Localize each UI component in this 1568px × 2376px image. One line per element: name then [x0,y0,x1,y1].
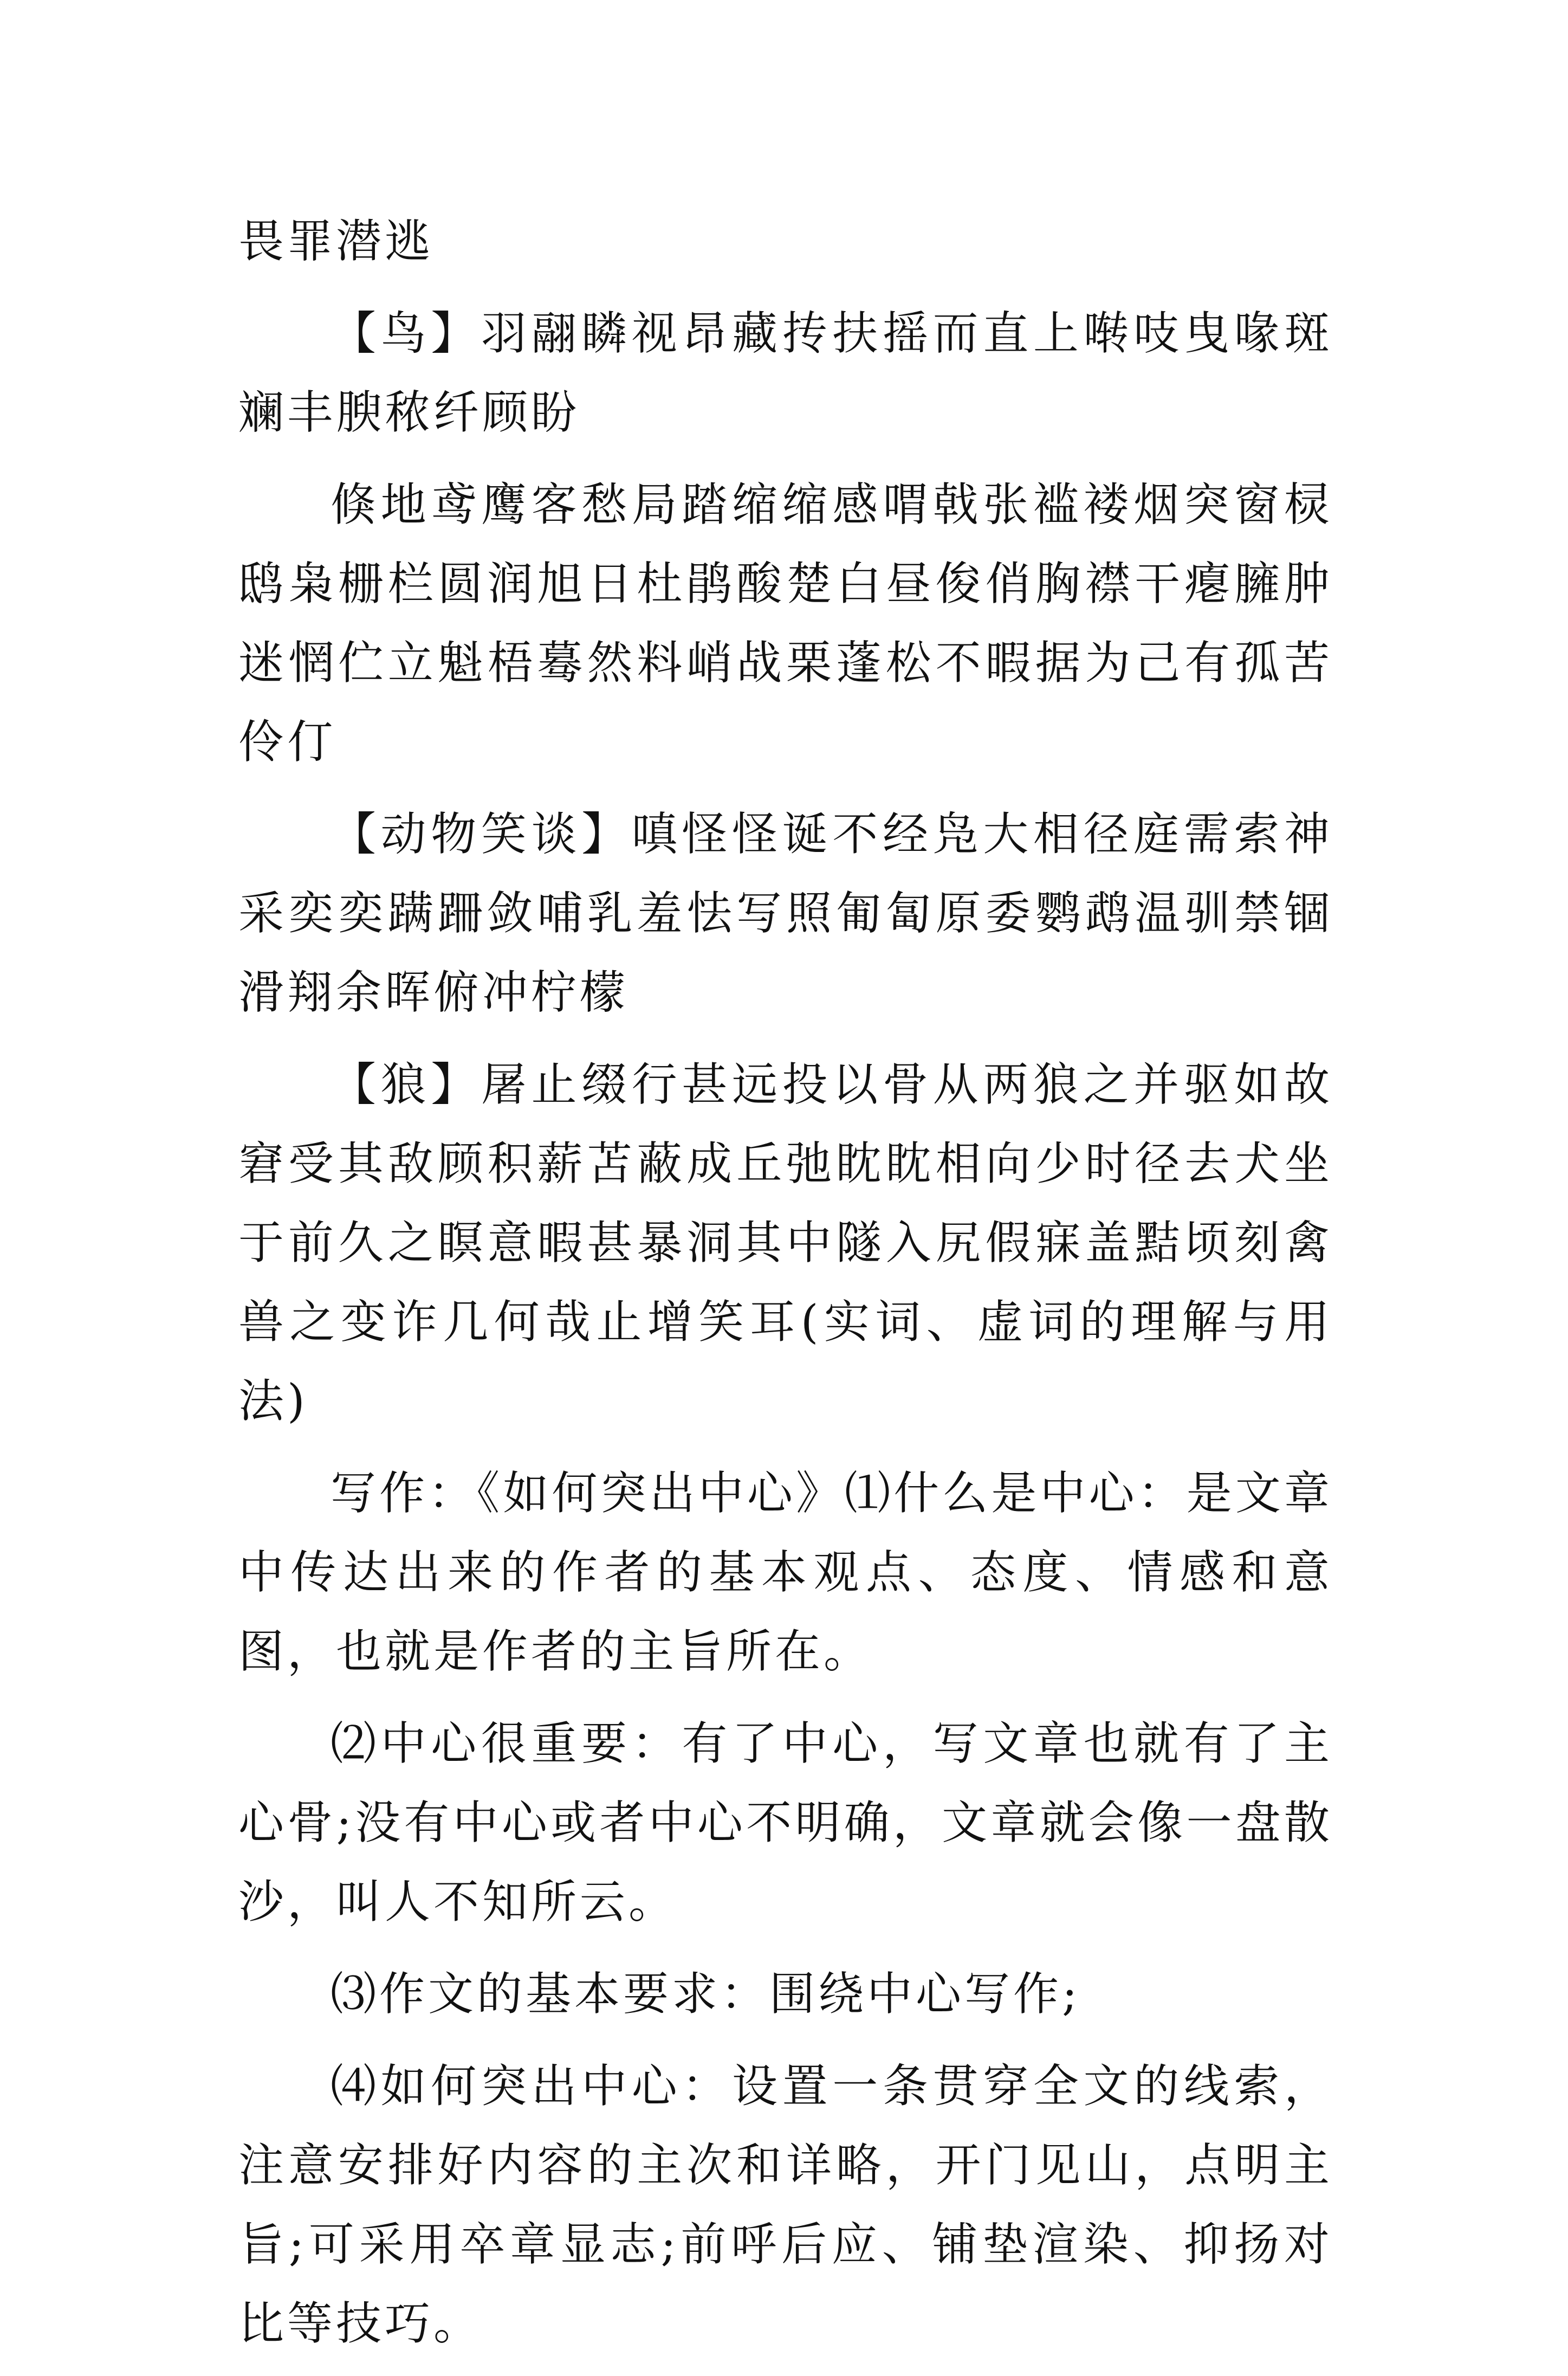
paragraph-writing-4: ⑷如何突出中心：设置一条贯穿全文的线索，注意安排好内容的主次和详略，开门见山，点明主旨;可采用卒章显志;前呼后应、铺垫渲染、抑扬对比等技巧。 [238,2059,1333,2350]
document-body [238,202,1333,2376]
paragraph-writing-2: ⑵中心很重要：有了中心，写文章也就有了主心骨;没有中心或者中心不明确，文章就会像一盘散沙，叫人不知所云。 [238,1717,1333,1928]
paragraph-animal-talk: 【动物笑谈】嗔怪怪诞不经凫大相径庭需索神采奕奕蹒跚敛哺乳羞怯写照匍匐原委鹦鹉温驯禁锢滑翔余晖俯冲柠檬 [238,808,1333,1019]
paragraph-writing-3: ⑶作文的基本要求：围绕中心写作; [331,1967,1081,2020]
paragraph-writing-1: 写作：《如何突出中心》⑴什么是中心：是文章中传达出来的作者的基本观点、态度、情感和意图，也就是作者的主旨所在。 [238,1467,1333,1678]
paragraph-1: 畏罪潜逃 [238,215,434,268]
paragraph-wolf: 【狼】屠止缀行甚远投以骨从两狼之并驱如故窘受其敌顾积薪苫蔽成丘弛眈眈相向少时径去犬坐于前久之瞑意暇甚暴洞其中隧入尻假寐盖黠顷刻禽兽之变诈几何哉止增笑耳(实词、虚词的理解与用法) [238,1058,1333,1428]
paragraph-bird: 【鸟】羽翮瞵视昂藏抟扶摇而直上啭吱曳喙斑斓丰腴秾纤顾盼 [238,307,1333,439]
paragraph-vocabulary: 倏地鸢鹰客愁局踏缩缩感喟戟张褴褛烟突窗棂鸱枭栅栏圆润旭日杜鹃酸楚白昼俊俏胸襟干瘪臃肿迷惘伫立魁梧蓦然料峭战栗蓬松不暇据为己有孤苦伶仃 [238,478,1333,769]
